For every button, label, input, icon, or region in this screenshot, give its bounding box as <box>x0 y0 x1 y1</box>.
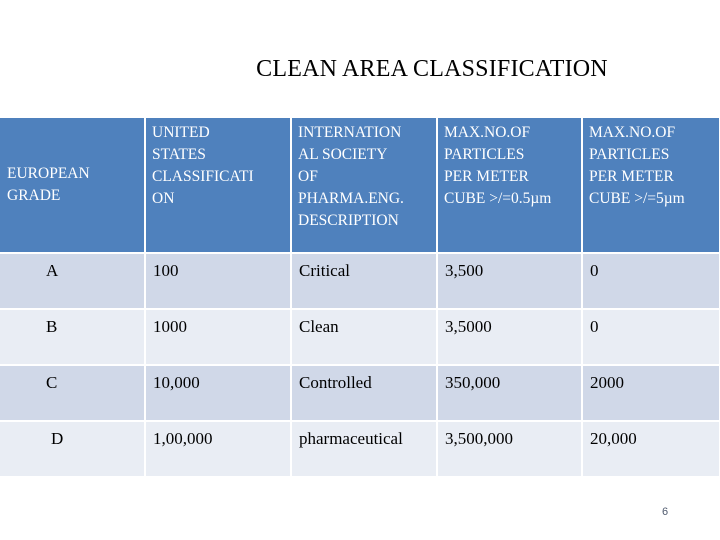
table-row <box>0 253 720 309</box>
cell-particles-0-5um: 3,5000 <box>437 309 582 365</box>
cell-description: Controlled <box>291 365 437 421</box>
table-row <box>0 309 720 365</box>
cell-description: Clean <box>291 309 437 365</box>
header-max-particles-5um: MAX.NO.OF PARTICLES PER METER CUBE >/=5µm <box>582 118 720 253</box>
cell-description: pharmaceutical <box>291 421 437 477</box>
cell-particles-5um: 20,000 <box>582 421 720 477</box>
cell-grade: D <box>0 421 145 477</box>
table-header-row <box>0 118 720 253</box>
cell-particles-0-5um: 350,000 <box>437 365 582 421</box>
cell-particles-5um: 0 <box>582 309 720 365</box>
header-us-classification: UNITED STATES CLASSIFICATI ON <box>145 118 291 253</box>
cell-particles-5um: 0 <box>582 253 720 309</box>
cell-grade: A <box>0 253 145 309</box>
header-max-particles-0-5um: MAX.NO.OF PARTICLES PER METER CUBE >/=0.5µm <box>437 118 582 253</box>
cell-us-class: 10,000 <box>145 365 291 421</box>
table-row <box>0 421 720 477</box>
cell-particles-5um: 2000 <box>582 365 720 421</box>
cell-particles-0-5um: 3,500,000 <box>437 421 582 477</box>
cell-description: Critical <box>291 253 437 309</box>
slide-title: CLEAN AREA CLASSIFICATION <box>256 56 608 82</box>
cell-us-class: 100 <box>145 253 291 309</box>
page-number: 6 <box>662 506 669 518</box>
cell-grade: C <box>0 365 145 421</box>
cell-grade: B <box>0 309 145 365</box>
cell-us-class: 1,00,000 <box>145 421 291 477</box>
header-european-grade: EUROPEAN GRADE <box>0 118 145 253</box>
cell-particles-0-5um: 3,500 <box>437 253 582 309</box>
header-ispe-description: INTERNATION AL SOCIETY OF PHARMA.ENG. DESCRIPTION <box>291 118 437 253</box>
clean-area-table <box>0 118 720 478</box>
cell-us-class: 1000 <box>145 309 291 365</box>
table-row <box>0 365 720 421</box>
